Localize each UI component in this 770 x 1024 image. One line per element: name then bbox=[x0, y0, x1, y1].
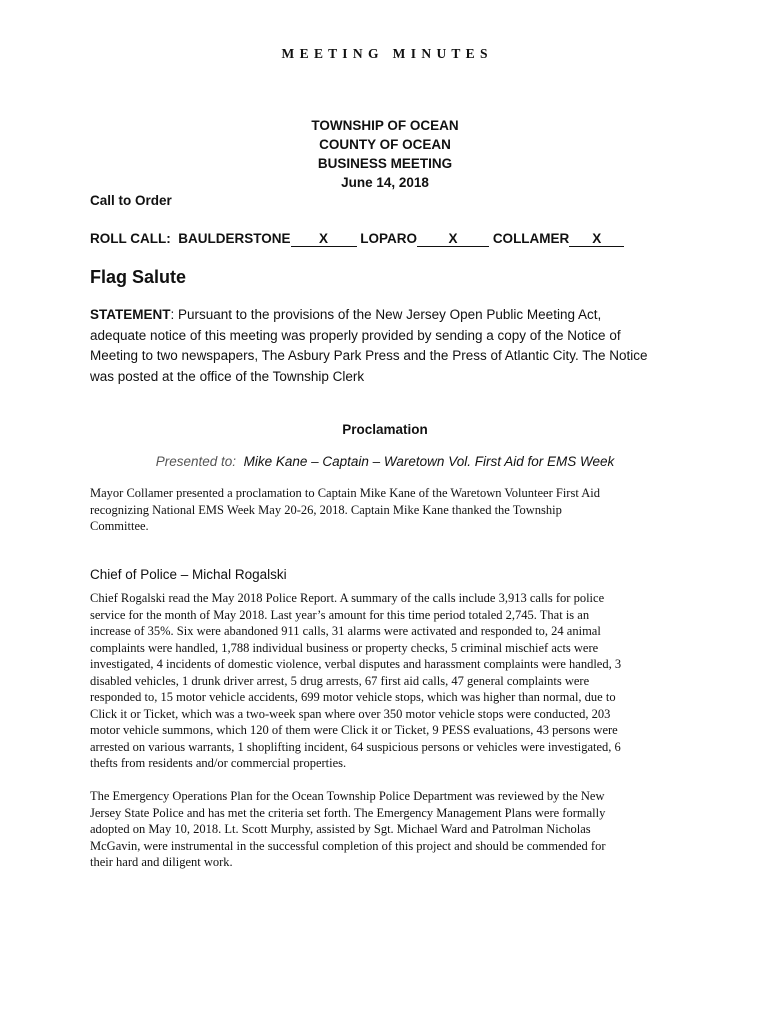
header-line-date: June 14, 2018 bbox=[341, 175, 429, 190]
emergency-line: McGavin, were instrumental in the successful completion of this project and should be commended for bbox=[90, 838, 606, 853]
police-line: Chief Rogalski read the May 2018 Police Report. A summary of the calls include 3,913 calls for police bbox=[90, 591, 605, 605]
police-line: service for the month of May 2018. Last year’s amount for this time period totaled 2,745. That is an bbox=[90, 607, 590, 622]
statement-line-1 bbox=[90, 305, 730, 326]
roll-call-mark-baulderstone: X bbox=[291, 231, 357, 247]
police-report-paragraph bbox=[90, 590, 621, 772]
statement-block bbox=[90, 305, 730, 387]
police-line: responded to, 15 motor vehicle accidents, 699 motor vehicle stops, which was higher than normal, due to bbox=[90, 690, 616, 704]
proclamation-line-2: recognizing National EMS Week May 20-26, 2018. Captain Mike Kane thanked the Township bbox=[90, 502, 562, 517]
header-line-meeting-type: BUSINESS MEETING bbox=[317, 156, 453, 171]
header-line-county: COUNTY OF OCEAN bbox=[319, 137, 451, 152]
roll-call-mark-loparo: X bbox=[417, 231, 489, 247]
emergency-line: Jersey State Police and has met the criteria set forth. The Emergency Management Plans were formally bbox=[90, 805, 606, 820]
police-line: Click it or Ticket, which was a two-week span where over 350 motor vehicle stops were conducted, 203 bbox=[90, 706, 611, 721]
roll-call-label: ROLL CALL: bbox=[90, 231, 171, 246]
proclamation-line-1: Mayor Collamer presented a proclamation to Captain Mike Kane of the Waretown Volunteer First Aid bbox=[90, 486, 600, 500]
statement-line-2: adequate notice of this meeting was properly provided by sending a copy of the Notice of bbox=[90, 327, 621, 343]
roll-call-name-baulderstone: BAULDERSTONE bbox=[178, 231, 291, 246]
roll-call-name-collamer: COLLAMER bbox=[492, 231, 570, 246]
roll-call-mark-collamer: X bbox=[569, 231, 624, 247]
police-line: thefts from residents and/or commercial properties. bbox=[90, 756, 347, 770]
police-line: motor vehicle summons, which 120 of them were Click it or Ticket, 9 PESS evaluations, 43 persons were bbox=[90, 723, 618, 737]
header-line-township: TOWNSHIP OF OCEAN bbox=[311, 118, 459, 133]
proclamation-paragraph bbox=[90, 485, 600, 535]
header-block bbox=[0, 116, 770, 192]
police-line: arrested on various warrants, 1 shoplifting incident, 64 suspicious persons or vehicles were investigated, 6 bbox=[90, 739, 621, 754]
presented-to-label: Presented to: bbox=[155, 454, 237, 469]
police-line: complaints were handled, 1,788 individual business or property checks, 5 criminal mischief acts were bbox=[90, 640, 599, 655]
flag-salute-heading: Flag Salute bbox=[90, 267, 187, 287]
police-line: increase of 35%. Six were abandoned 911 calls, 31 alarms were activated and responded to, 24 animal bbox=[90, 624, 601, 638]
police-line: disabled vehicles, 1 drunk driver arrest, 5 drug arrests, 67 first aid calls, 47 general complaints were bbox=[90, 673, 590, 688]
presented-to-line bbox=[0, 454, 770, 469]
emergency-plan-paragraph bbox=[90, 788, 606, 871]
emergency-line: adopted on May 10, 2018. Lt. Scott Murphy, assisted by Sgt. Michael Ward and Patrolman Nicholas bbox=[90, 822, 591, 836]
presented-to-value: Mike Kane – Captain – Waretown Vol. First Aid for EMS Week bbox=[243, 454, 615, 469]
statement-label: STATEMENT bbox=[90, 307, 171, 322]
statement-text-1: : Pursuant to the provisions of the New Jersey Open Public Meeting Act, bbox=[170, 307, 602, 322]
emergency-line: The Emergency Operations Plan for the Ocean Township Police Department was reviewed by the New bbox=[90, 789, 605, 803]
document-title: M E E T I N G M I N U T E S bbox=[281, 46, 489, 61]
emergency-line: their hard and diligent work. bbox=[90, 855, 233, 869]
proclamation-heading: Proclamation bbox=[342, 422, 428, 437]
police-line: investigated, 4 incidents of domestic violence, verbal disputes and harassment complaints were handled, 3 bbox=[90, 657, 622, 671]
roll-call-line bbox=[90, 229, 624, 248]
proclamation-line-3: Committee. bbox=[90, 519, 149, 533]
statement-line-4: was posted at the office of the Township Clerk bbox=[90, 368, 365, 384]
police-heading: Chief of Police – Michal Rogalski bbox=[90, 567, 287, 582]
call-to-order-heading: Call to Order bbox=[90, 193, 172, 208]
roll-call-name-loparo: LOPARO bbox=[360, 231, 418, 246]
statement-line-3: Meeting to two newspapers, The Asbury Park Press and the Press of Atlantic City. The Notice bbox=[90, 348, 648, 363]
